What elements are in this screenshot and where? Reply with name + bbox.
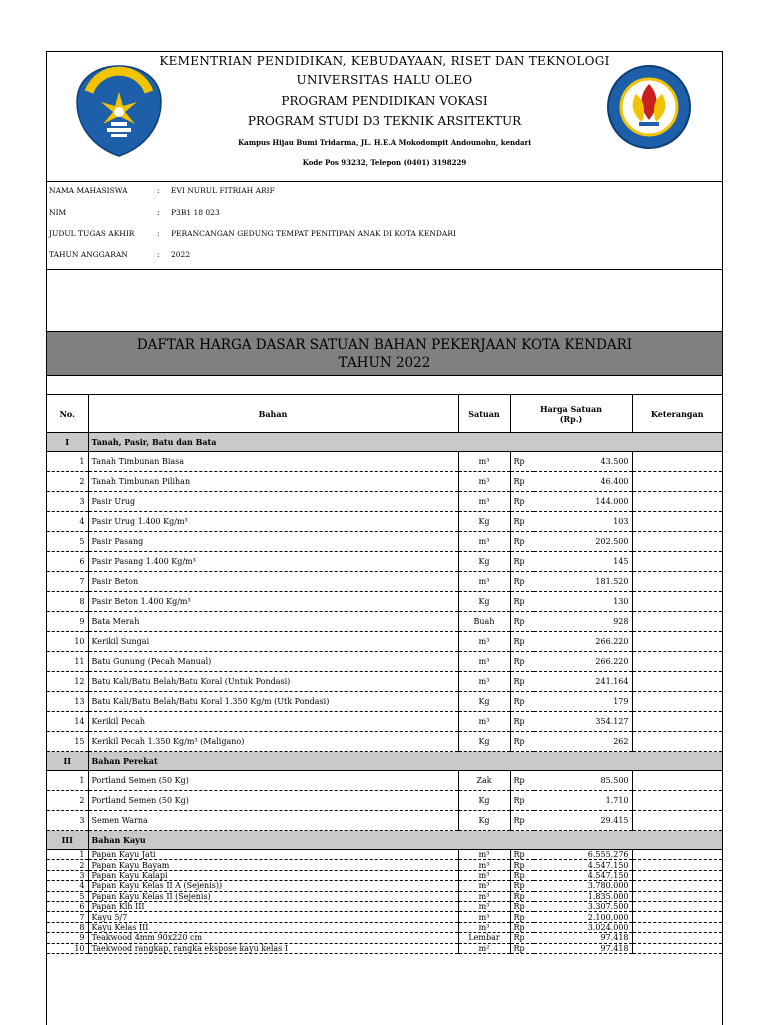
currency: Rp <box>510 771 534 791</box>
unit-price: 3.307.500 <box>534 901 632 911</box>
row-number: 9 <box>47 933 88 943</box>
material-name: Semen Warna <box>88 811 458 831</box>
unit-price: 262 <box>534 732 632 752</box>
table-row <box>47 881 722 891</box>
col-header-satuan: Satuan <box>458 395 510 433</box>
section-title: Tanah, Pasir, Batu dan Bata <box>88 433 722 452</box>
unit: m³ <box>458 912 510 922</box>
unit: m² <box>458 943 510 953</box>
universitas-halu-oleo-logo <box>606 64 692 150</box>
currency: Rp <box>510 652 534 672</box>
header-study-program: PROGRAM STUDI D3 TEKNIK ARSITEKTUR <box>247 114 522 128</box>
header-program: PROGRAM PENDIDIKAN VOKASI <box>281 94 488 108</box>
table-row <box>47 850 722 860</box>
info-row <box>49 250 719 264</box>
unit-price: 46.400 <box>534 472 632 492</box>
col-header-keterangan: Keterangan <box>632 395 722 433</box>
currency: Rp <box>510 672 534 692</box>
unit: Kg <box>458 512 510 532</box>
table-row <box>47 492 722 512</box>
material-name: Papan Kayu Jati <box>88 850 458 860</box>
remarks <box>632 672 722 692</box>
material-name: Pasir Beton 1.400 Kg/m³ <box>88 592 458 612</box>
remarks <box>632 912 722 922</box>
section-title: Bahan Kayu <box>88 831 722 850</box>
table-row <box>47 870 722 880</box>
material-name: Papan Kayu Kelas II (Sejenis) <box>88 891 458 901</box>
currency: Rp <box>510 552 534 572</box>
unit: m³ <box>458 652 510 672</box>
unit: m³ <box>458 472 510 492</box>
row-number: 2 <box>47 860 88 870</box>
material-name: Pasir Pasang <box>88 532 458 552</box>
currency: Rp <box>510 943 534 953</box>
material-name: Pasir Beton <box>88 572 458 592</box>
table-row <box>47 891 722 901</box>
unit-price: 266.220 <box>534 632 632 652</box>
table-header-row <box>47 395 722 433</box>
unit: m³ <box>458 712 510 732</box>
material-name: Kerikil Pecah 1.350 Kg/m³ (Maligano) <box>88 732 458 752</box>
row-number: 5 <box>47 891 88 901</box>
currency: Rp <box>510 891 534 901</box>
row-number: 1 <box>47 771 88 791</box>
col-header-no: No. <box>47 395 88 433</box>
remarks <box>632 870 722 880</box>
row-number: 7 <box>47 912 88 922</box>
info-row <box>49 186 719 200</box>
col-header-harga: Harga Satuan (Rp.) <box>510 395 632 433</box>
material-name: Batu Kali/Batu Belah/Batu Koral 1.350 Kg/m (Utk Pondasi) <box>88 692 458 712</box>
table-row <box>47 692 722 712</box>
unit: Kg <box>458 692 510 712</box>
row-number: 6 <box>47 901 88 911</box>
blank-block <box>47 269 722 332</box>
remarks <box>632 452 722 472</box>
material-name: Tanah Timbunan Pilihan <box>88 472 458 492</box>
table-row <box>47 472 722 492</box>
currency: Rp <box>510 532 534 552</box>
row-number: 13 <box>47 692 88 712</box>
material-name: Kayu Kelas III <box>88 922 458 932</box>
currency: Rp <box>510 811 534 831</box>
remarks <box>632 592 722 612</box>
info-label: JUDUL TUGAS AKHIR <box>49 229 135 238</box>
row-number: 12 <box>47 672 88 692</box>
header-address: Kampus Hijau Bumi Tridarma, JL. H.E.A Mokodompit Andounohu, kendari <box>238 138 531 147</box>
material-name: Kayu 5/7 <box>88 912 458 922</box>
currency: Rp <box>510 712 534 732</box>
student-info <box>47 181 722 270</box>
row-number: 8 <box>47 592 88 612</box>
remarks <box>632 652 722 672</box>
row-number: 2 <box>47 791 88 811</box>
remarks <box>632 791 722 811</box>
row-number: 5 <box>47 532 88 552</box>
unit: Kg <box>458 811 510 831</box>
remarks <box>632 850 722 860</box>
table-row <box>47 612 722 632</box>
unit: m³ <box>458 492 510 512</box>
unit-price: 85.500 <box>534 771 632 791</box>
price-table <box>47 395 722 954</box>
unit-price: 181.520 <box>534 572 632 592</box>
info-row <box>49 208 719 222</box>
currency: Rp <box>510 692 534 712</box>
col-header-bahan: Bahan <box>88 395 458 433</box>
table-row <box>47 652 722 672</box>
material-name: Taekwood rangkap, rangka ekspose kayu kelas I <box>88 943 458 953</box>
table-row <box>47 672 722 692</box>
unit: m³ <box>458 881 510 891</box>
table-row <box>47 933 722 943</box>
row-number: 4 <box>47 512 88 532</box>
currency: Rp <box>510 933 534 943</box>
section-row <box>47 433 722 452</box>
table-row <box>47 712 722 732</box>
unit-price: 97.418 <box>534 933 632 943</box>
unit-price: 179 <box>534 692 632 712</box>
row-number: 3 <box>47 492 88 512</box>
currency: Rp <box>510 612 534 632</box>
header-contact: Kode Pos 93232, Telepon (0401) 3198229 <box>302 158 467 167</box>
section-number: III <box>47 831 88 850</box>
currency: Rp <box>510 870 534 880</box>
unit-price: 266.220 <box>534 652 632 672</box>
row-number: 3 <box>47 811 88 831</box>
unit-price: 354.127 <box>534 712 632 732</box>
table-row <box>47 912 722 922</box>
material-name: Papan Kayu Kalapi <box>88 870 458 880</box>
material-name: Pasir Urug <box>88 492 458 512</box>
row-number: 2 <box>47 472 88 492</box>
table-row <box>47 811 722 831</box>
info-separator: : <box>157 229 160 238</box>
unit: m³ <box>458 860 510 870</box>
info-value: P3B1 18 023 <box>171 208 220 217</box>
unit-price: 4.547.150 <box>534 870 632 880</box>
currency: Rp <box>510 901 534 911</box>
info-label: TAHUN ANGGARAN <box>49 250 128 259</box>
remarks <box>632 572 722 592</box>
info-value: 2022 <box>171 250 191 259</box>
currency: Rp <box>510 572 534 592</box>
info-row <box>49 229 719 243</box>
remarks <box>632 771 722 791</box>
table-row <box>47 791 722 811</box>
header-university: UNIVERSITAS HALU OLEO <box>296 73 473 87</box>
unit-price: 103 <box>534 512 632 532</box>
unit: m³ <box>458 452 510 472</box>
currency: Rp <box>510 512 534 532</box>
remarks <box>632 692 722 712</box>
section-row <box>47 831 722 850</box>
info-separator: : <box>157 250 160 259</box>
unit: m³ <box>458 850 510 860</box>
letterhead <box>47 52 722 182</box>
section-number: II <box>47 752 88 771</box>
section-title: Bahan Perekat <box>88 752 722 771</box>
info-separator: : <box>157 208 160 217</box>
currency: Rp <box>510 472 534 492</box>
row-number: 3 <box>47 870 88 880</box>
unit: Zak <box>458 771 510 791</box>
unit: m³ <box>458 891 510 901</box>
unit: m³ <box>458 870 510 880</box>
row-number: 14 <box>47 712 88 732</box>
material-name: Batu Gunung (Pecah Manual) <box>88 652 458 672</box>
table-row <box>47 532 722 552</box>
currency: Rp <box>510 860 534 870</box>
row-number: 10 <box>47 943 88 953</box>
remarks <box>632 811 722 831</box>
document-title <box>47 332 722 376</box>
row-number: 10 <box>47 632 88 652</box>
row-number: 6 <box>47 552 88 572</box>
remarks <box>632 922 722 932</box>
remarks <box>632 492 722 512</box>
unit: m³ <box>458 672 510 692</box>
row-number: 4 <box>47 881 88 891</box>
table-body <box>47 433 722 954</box>
unit: m³ <box>458 922 510 932</box>
remarks <box>632 532 722 552</box>
blank-row <box>47 376 722 395</box>
row-number: 9 <box>47 612 88 632</box>
material-name: Pasir Urug 1.400 Kg/m³ <box>88 512 458 532</box>
row-number: 8 <box>47 922 88 932</box>
remarks <box>632 933 722 943</box>
currency: Rp <box>510 452 534 472</box>
section-row <box>47 752 722 771</box>
unit-price: 1.835.000 <box>534 891 632 901</box>
row-number: 1 <box>47 850 88 860</box>
remarks <box>632 860 722 870</box>
currency: Rp <box>510 850 534 860</box>
info-separator: : <box>157 186 160 195</box>
unit: Kg <box>458 791 510 811</box>
unit: Kg <box>458 592 510 612</box>
currency: Rp <box>510 492 534 512</box>
unit-price: 202.500 <box>534 532 632 552</box>
unit: m³ <box>458 901 510 911</box>
material-name: Portland Semen (50 Kg) <box>88 791 458 811</box>
table-row <box>47 943 722 953</box>
material-name: Portland Semen (50 Kg) <box>88 771 458 791</box>
material-name: Papan Kayu Bayam <box>88 860 458 870</box>
remarks <box>632 512 722 532</box>
material-name: Bata Merah <box>88 612 458 632</box>
table-row <box>47 572 722 592</box>
table-row <box>47 552 722 572</box>
unit: Kg <box>458 552 510 572</box>
row-number: 1 <box>47 452 88 472</box>
unit-price: 130 <box>534 592 632 612</box>
currency: Rp <box>510 912 534 922</box>
currency: Rp <box>510 592 534 612</box>
table-row <box>47 732 722 752</box>
info-label: NIM <box>49 208 67 217</box>
material-name: Tanah Timbunan Biasa <box>88 452 458 472</box>
unit-price: 6.555.276 <box>534 850 632 860</box>
info-value: EVI NURUL FITRIAH ARIF <box>171 186 275 195</box>
material-name: Papan Klh III <box>88 901 458 911</box>
remarks <box>632 552 722 572</box>
currency: Rp <box>510 791 534 811</box>
remarks <box>632 891 722 901</box>
unit-price: 1.710 <box>534 791 632 811</box>
section-number: I <box>47 433 88 452</box>
table-row <box>47 860 722 870</box>
remarks <box>632 901 722 911</box>
unit-price: 928 <box>534 612 632 632</box>
title-line-1: DAFTAR HARGA DASAR SATUAN BAHAN PEKERJAAN KOTA KENDARI <box>136 337 633 353</box>
table-row <box>47 512 722 532</box>
unit-price: 241.164 <box>534 672 632 692</box>
material-name: Kerikil Pecah <box>88 712 458 732</box>
currency: Rp <box>510 732 534 752</box>
remarks <box>632 632 722 652</box>
table-row <box>47 901 722 911</box>
row-number: 7 <box>47 572 88 592</box>
table-row <box>47 922 722 932</box>
material-name: Kerikil Sungai <box>88 632 458 652</box>
info-value: PERANCANGAN GEDUNG TEMPAT PENITIPAN ANAK DI KOTA KENDARI <box>171 229 456 238</box>
unit: m³ <box>458 572 510 592</box>
remarks <box>632 732 722 752</box>
remarks <box>632 612 722 632</box>
unit: Kg <box>458 732 510 752</box>
table-row <box>47 771 722 791</box>
unit: Lembar <box>458 933 510 943</box>
material-name: Papan Kayu Kelas II A (Sejenis)) <box>88 881 458 891</box>
currency: Rp <box>510 881 534 891</box>
currency: Rp <box>510 922 534 932</box>
row-number: 11 <box>47 652 88 672</box>
unit: Buah <box>458 612 510 632</box>
unit-price: 3.780.000 <box>534 881 632 891</box>
remarks <box>632 712 722 732</box>
material-name: Pasir Pasang 1.400 Kg/m³ <box>88 552 458 572</box>
material-name: Teakwood 4mm 90x220 cm <box>88 933 458 943</box>
table-row <box>47 452 722 472</box>
unit-price: 97.418 <box>534 943 632 953</box>
remarks <box>632 881 722 891</box>
row-number: 15 <box>47 732 88 752</box>
unit-price: 3.024.000 <box>534 922 632 932</box>
material-name: Batu Kali/Batu Belah/Batu Koral (Untuk Pondasi) <box>88 672 458 692</box>
unit: m³ <box>458 532 510 552</box>
document-frame <box>46 51 723 1025</box>
remarks <box>632 943 722 953</box>
header-ministry: KEMENTRIAN PENDIDIKAN, KEBUDAYAAN, RISET DAN TEKNOLOGI <box>159 54 610 68</box>
unit-price: 144.000 <box>534 492 632 512</box>
tut-wuri-handayani-logo <box>71 62 167 158</box>
table-row <box>47 592 722 612</box>
title-line-2: TAHUN 2022 <box>338 355 431 371</box>
unit-price: 145 <box>534 552 632 572</box>
table-row <box>47 632 722 652</box>
unit: m³ <box>458 632 510 652</box>
unit-price: 4.547.150 <box>534 860 632 870</box>
info-label: NAMA MAHASISWA <box>49 186 128 195</box>
unit-price: 29.415 <box>534 811 632 831</box>
remarks <box>632 472 722 492</box>
currency: Rp <box>510 632 534 652</box>
unit-price: 2.100.000 <box>534 912 632 922</box>
unit-price: 43.500 <box>534 452 632 472</box>
